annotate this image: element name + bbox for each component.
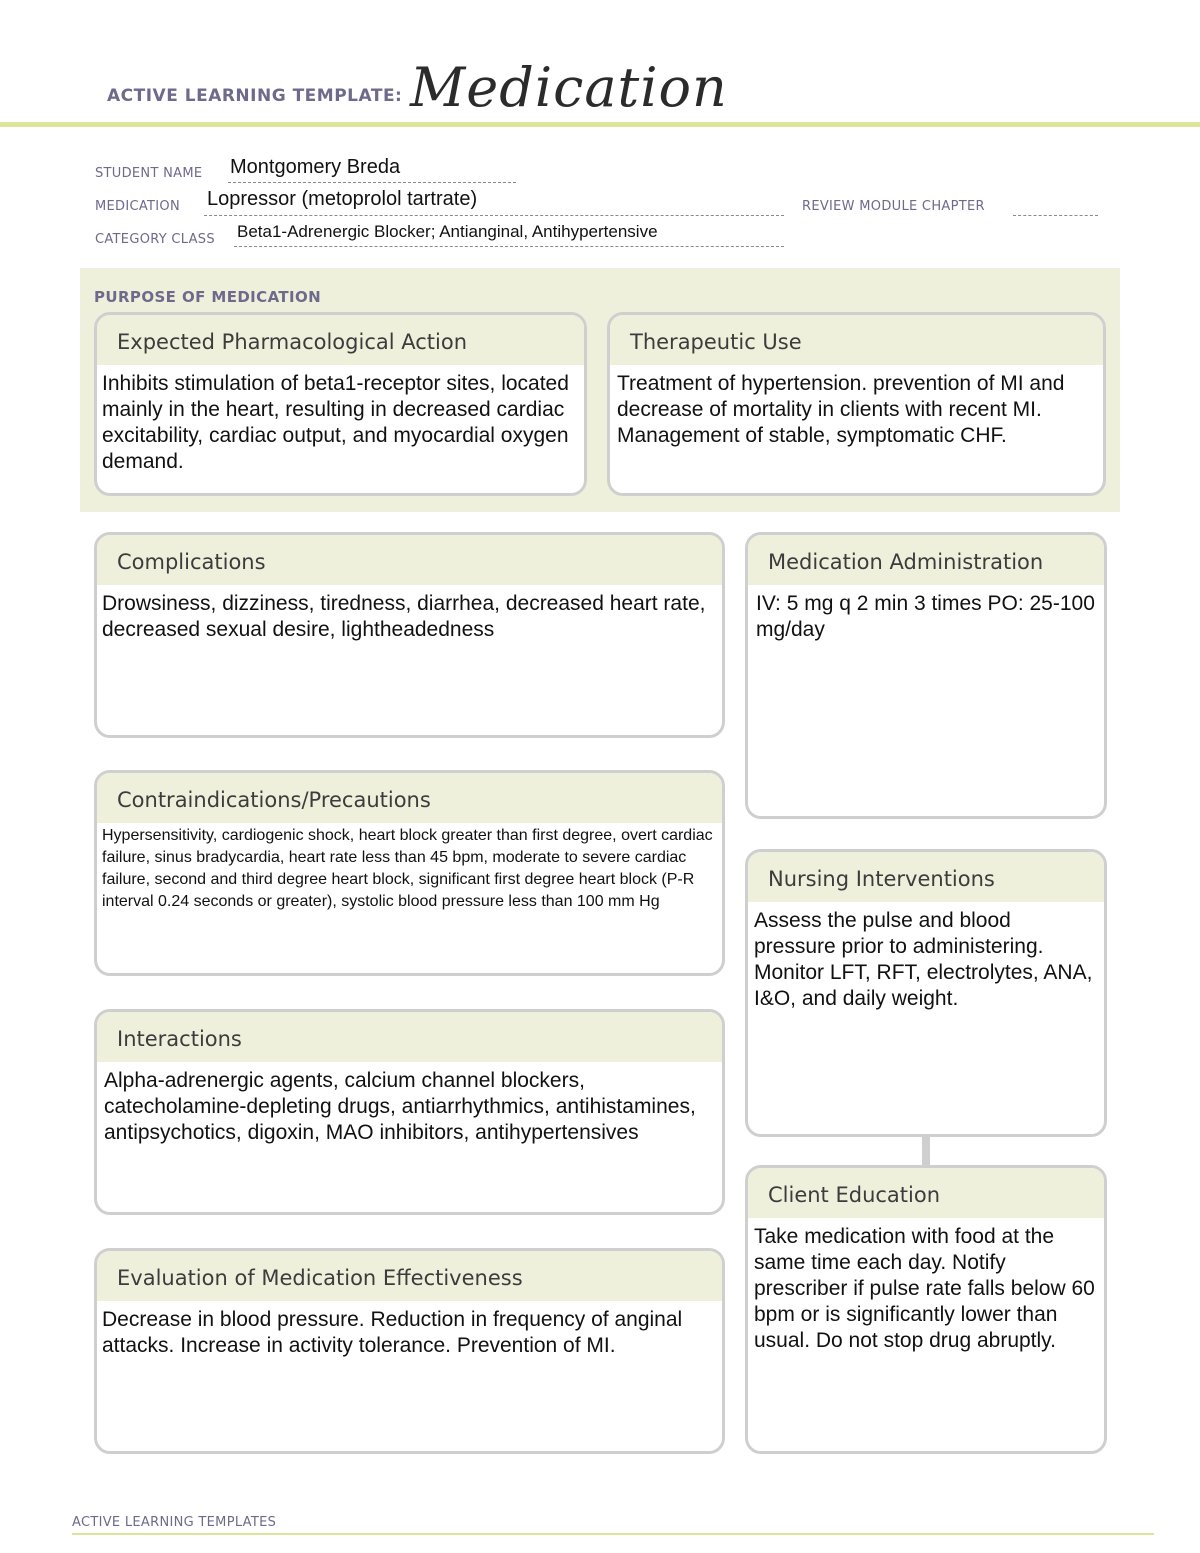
client-education-box bbox=[745, 1165, 1107, 1454]
category-class-label: CATEGORY CLASS bbox=[95, 232, 215, 247]
administration-text[interactable]: IV: 5 mg q 2 min 3 times PO: 25-100 mg/day bbox=[756, 592, 1095, 641]
interactions-text[interactable]: Alpha-adrenergic agents, calcium channel blockers, catecholamine-depleting drugs, antiarrhythmics, antihistamines, antipsychotics, digoxin, MAO inhibitors, antihypertensives bbox=[104, 1069, 696, 1144]
student-name-line bbox=[228, 182, 516, 183]
evaluation-text[interactable]: Decrease in blood pressure. Reduction in frequency of anginal attacks. Increase in activity tolerance. Prevention of MI. bbox=[102, 1308, 683, 1357]
expected-action-text[interactable]: Inhibits stimulation of beta1-receptor sites, located mainly in the heart, resulting in decreased cardiac excitability, cardiac output, and myocardial oxygen demand. bbox=[102, 372, 569, 473]
template-label: ACTIVE LEARNING TEMPLATE: bbox=[107, 86, 403, 106]
footer-label: ACTIVE LEARNING TEMPLATES bbox=[72, 1515, 277, 1530]
contraindications-title: Contraindications/Precautions bbox=[97, 773, 722, 823]
contraindications-text[interactable]: Hypersensitivity, cardiogenic shock, heart block greater than first degree, overt cardiac failure, sinus bradycardia, heart rate less than 45 bpm, moderate to severe cardiac failure, second and third degree heart block, significant first degree heart block (P-R interval 0.24 seconds or greater), systolic blood pressure less than 100 mm Hg bbox=[102, 827, 713, 910]
therapeutic-use-title: Therapeutic Use bbox=[610, 315, 1103, 365]
nursing-interventions-box bbox=[745, 849, 1107, 1137]
evaluation-box bbox=[94, 1248, 725, 1454]
interactions-title: Interactions bbox=[97, 1012, 722, 1062]
medication-label: MEDICATION bbox=[95, 199, 180, 214]
contraindications-box bbox=[94, 770, 725, 976]
administration-box bbox=[745, 532, 1107, 819]
medication-field[interactable]: Lopressor (metoprolol tartrate) bbox=[207, 188, 478, 210]
review-module-line bbox=[1013, 215, 1098, 216]
nursing-interventions-text[interactable]: Assess the pulse and blood pressure prior to administering. Monitor LFT, RFT, electrolytes, ANA, I&O, and daily weight. bbox=[754, 909, 1093, 1010]
category-class-line bbox=[234, 246, 784, 247]
footer-divider bbox=[72, 1533, 1154, 1535]
client-education-text[interactable]: Take medication with food at the same time each day. Notify prescriber if pulse rate falls below 60 bpm or is significantly lower than usual. Do not stop drug abruptly. bbox=[754, 1225, 1095, 1352]
purpose-label: PURPOSE OF MEDICATION bbox=[94, 288, 322, 306]
client-education-title: Client Education bbox=[748, 1168, 1104, 1218]
evaluation-title: Evaluation of Medication Effectiveness bbox=[97, 1251, 722, 1301]
box-connector bbox=[922, 1135, 930, 1167]
nursing-interventions-title: Nursing Interventions bbox=[748, 852, 1104, 902]
category-class-field[interactable]: Beta1-Adrenergic Blocker; Antianginal, Antihypertensive bbox=[237, 222, 658, 241]
therapeutic-use-box bbox=[607, 312, 1106, 496]
complications-box bbox=[94, 532, 725, 738]
complications-text[interactable]: Drowsiness, dizziness, tiredness, diarrhea, decreased heart rate, decreased sexual desire, lightheadedness bbox=[102, 592, 706, 641]
student-name-field[interactable]: Montgomery Breda bbox=[230, 156, 401, 178]
expected-action-title: Expected Pharmacological Action bbox=[97, 315, 584, 365]
page-title: Medication bbox=[410, 56, 728, 119]
student-name-label: STUDENT NAME bbox=[95, 166, 203, 181]
therapeutic-use-text[interactable]: Treatment of hypertension. prevention of MI and decrease of mortality in clients with recent MI. Management of stable, symptomatic CHF. bbox=[617, 372, 1065, 447]
expected-action-box bbox=[94, 312, 587, 496]
complications-title: Complications bbox=[97, 535, 722, 585]
review-module-label: REVIEW MODULE CHAPTER bbox=[802, 199, 985, 214]
medication-line bbox=[204, 215, 784, 216]
interactions-box bbox=[94, 1009, 725, 1215]
header-divider bbox=[0, 122, 1200, 127]
administration-title: Medication Administration bbox=[748, 535, 1104, 585]
